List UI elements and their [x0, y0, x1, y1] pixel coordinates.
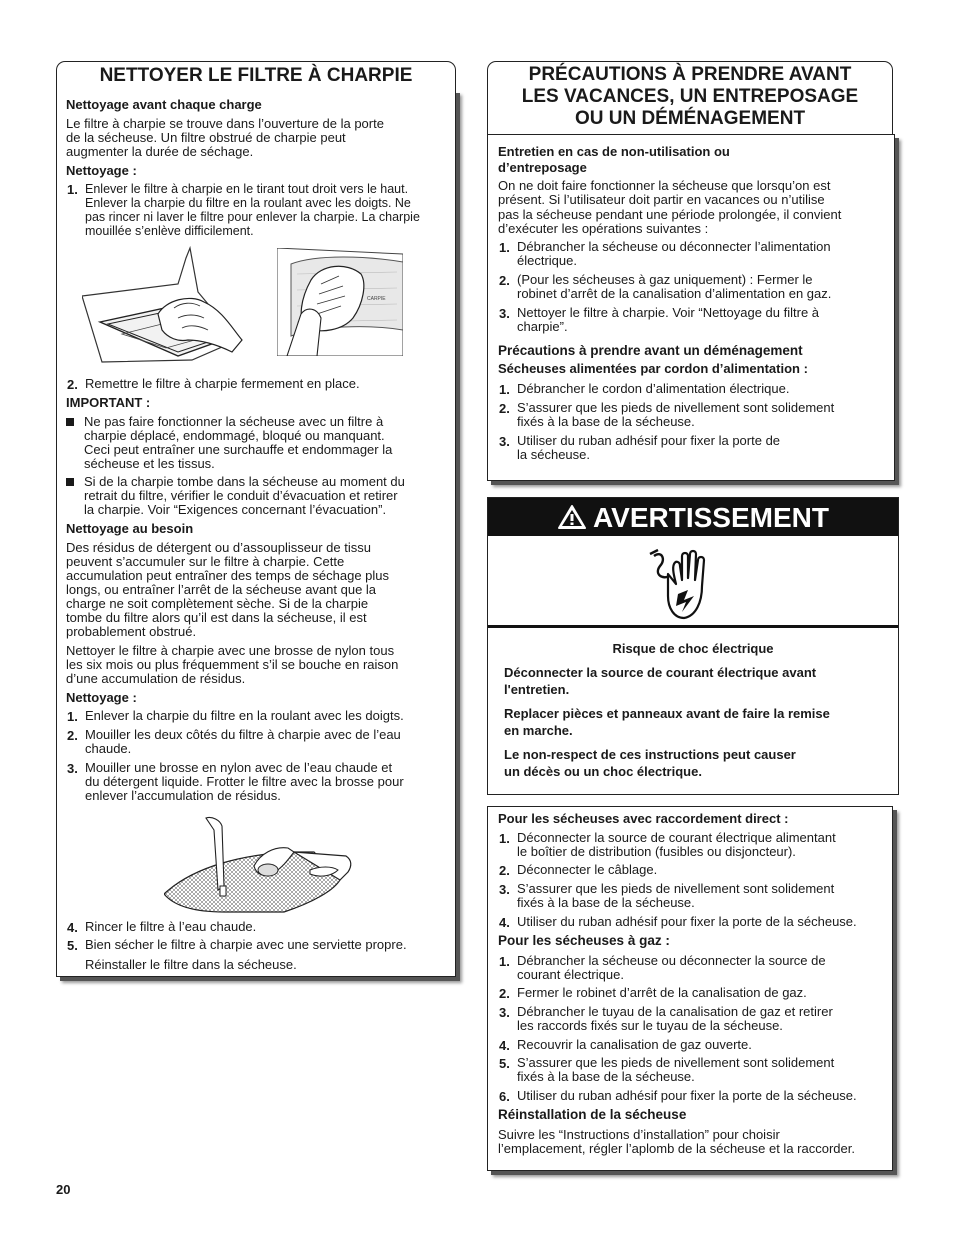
step-text: pas rincer ni laver le filtre pour enlever la charpie. La charpie — [85, 210, 420, 224]
warning-text: l'entretien. — [504, 682, 570, 697]
step-text: Débrancher la sécheuse ou déconnecter la source de — [517, 953, 826, 968]
filter-removal-illustration — [82, 244, 250, 372]
paragraph-line: Suivre les “Instructions d’installation” pour choisir — [498, 1127, 780, 1142]
paragraph-line: tombe du filtre alors qu’il est dans la sécheuse, il est — [66, 610, 367, 625]
warning-text: en marche. — [504, 723, 573, 738]
paragraph-line: probablement obstrué. — [66, 624, 197, 639]
warning-header — [488, 498, 898, 536]
step-number: 3. — [499, 882, 510, 897]
step-number: 1. — [499, 240, 510, 255]
step-text: Remettre le filtre à charpie fermement en place. — [85, 376, 360, 391]
paragraph-line: accumulation peut entraîner des temps de séchage plus — [66, 568, 390, 583]
step-text: (Pour les sécheuses à gaz uniquement) : Fermer le — [517, 272, 813, 287]
paragraph-line: longs, ou entraîner l’arrêt de la sécheuse avant que la — [66, 582, 377, 597]
paragraph-line: Le filtre à charpie se trouve dans l’ouverture de la porte — [66, 116, 384, 131]
warning-box — [487, 497, 899, 795]
bullet-text: charpie déplacé, endommagé, bloqué ou manquant. — [84, 428, 385, 443]
step-number: 6. — [499, 1089, 510, 1104]
step-text: Recouvrir la canalisation de gaz ouverte. — [517, 1037, 752, 1052]
step-number: 1. — [67, 182, 78, 197]
lint-rolling-illustration — [277, 244, 403, 356]
bullet-text: Si de la charpie tombe dans la sécheuse au moment du — [84, 474, 405, 489]
warning-text: Replacer pièces et panneaux avant de faire la remise — [504, 706, 830, 721]
step-text: fixés à la base de la sécheuse. — [517, 895, 695, 910]
step-text: Bien sécher le filtre à charpie avec une serviette propre. — [85, 937, 407, 952]
svg-text:CARPIE: CARPIE — [367, 296, 386, 302]
warning-text: un décès ou un choc électrique. — [504, 764, 702, 779]
step-text: S’assurer que les pieds de nivellement sont solidement — [517, 400, 835, 415]
subheading: Sécheuses alimentées par cordon d’alimentation : — [498, 361, 808, 376]
warning-text: Le non-respect de ces instructions peut causer — [504, 747, 796, 762]
section-heading: Nettoyage avant chaque charge — [66, 97, 262, 112]
section-heading: Pour les sécheuses à gaz : — [498, 933, 670, 948]
step-text: Enlever la charpie du filtre en la roulant avec les doigts. Ne — [85, 196, 411, 210]
step-text: robinet d’arrêt de la canalisation d’alimentation en gaz. — [517, 286, 832, 301]
paragraph-line: les six mois ou plus fréquemment s’il se bouche en raison — [66, 657, 399, 672]
step-text: enlever l’accumulation de résidus. — [85, 788, 281, 803]
step-number: 1. — [67, 709, 78, 724]
section-heading: Entretien en cas de non-utilisation ou — [498, 144, 730, 159]
step-text: chaude. — [85, 741, 132, 756]
precautions-title-line: OU UN DÉMÉNAGEMENT — [574, 108, 806, 129]
bullet-text: la charpie. Voir “Exigences concernant l’évacuation”. — [84, 502, 387, 517]
bullet-text: retrait du filtre, vérifier le conduit d’évacuation et retirer — [84, 488, 398, 503]
paragraph-line: de la sécheuse. Un filtre obstrué de charpie peut — [66, 130, 346, 145]
step-text: courant électrique. — [517, 967, 624, 982]
step-number: 5. — [499, 1056, 510, 1071]
step-number: 4. — [499, 1038, 510, 1053]
step-text: la sécheuse. — [517, 447, 590, 462]
step-text: S’assurer que les pieds de nivellement sont solidement — [517, 1055, 835, 1070]
step-number: 4. — [67, 920, 78, 935]
precautions-title — [487, 61, 893, 134]
step-text: Utiliser du ruban adhésif pour fixer la porte de — [517, 433, 781, 448]
warning-triangle-icon — [557, 504, 587, 530]
subheading: Nettoyage : — [66, 163, 137, 178]
step-number: 3. — [499, 306, 510, 321]
bullet-square — [66, 418, 74, 426]
step-number: 2. — [499, 401, 510, 416]
paragraph-line: On ne doit faire fonctionner la sécheuse que lorsqu’on est — [498, 178, 831, 193]
page-number: 20 — [56, 1182, 71, 1197]
lint-filter-title: NETTOYER LE FILTRE À CHARPIE — [56, 61, 456, 90]
warning-title: AVERTISSEMENT — [593, 502, 829, 533]
paragraph-line: d’une accumulation de résidus. — [66, 671, 246, 686]
step-text: S’assurer que les pieds de nivellement sont solidement — [517, 881, 835, 896]
step-text: charpie”. — [517, 319, 568, 334]
section-heading: Précautions à prendre avant un déménagement — [498, 343, 803, 358]
warning-divider — [488, 625, 898, 628]
bullet-text: sécheuse et les tissus. — [84, 456, 215, 471]
step-text: Utiliser du ruban adhésif pour fixer la porte de la sécheuse. — [517, 914, 857, 929]
section-heading: Nettoyage au besoin — [66, 521, 194, 536]
paragraph-line: d’exécuter les opérations suivantes : — [498, 221, 709, 236]
step-text: Rincer le filtre à l’eau chaude. — [85, 919, 257, 934]
step-number: 4. — [499, 915, 510, 930]
warning-risk: Risque de choc électrique — [612, 641, 774, 656]
step-text: Réinstaller le filtre dans la sécheuse. — [85, 957, 297, 972]
bullet-text: Ne pas faire fonctionner la sécheuse avec un filtre à — [84, 414, 384, 429]
step-text: le boîtier de distribution (fusibles ou disjoncteur). — [517, 844, 796, 859]
important-label: IMPORTANT : — [66, 395, 151, 410]
paragraph-line: l’emplacement, régler l’aplomb de la sécheuse et la raccorder. — [498, 1141, 855, 1156]
section-heading: Pour les sécheuses avec raccordement direct : — [498, 811, 789, 826]
subheading: Nettoyage : — [66, 690, 137, 705]
step-number: 3. — [67, 761, 78, 776]
bullet-text: Ceci peut entraîner une surchauffe et endommager la — [84, 442, 393, 457]
paragraph-line: peuvent s’accumuler sur le filtre à charpie. Cette — [66, 554, 345, 569]
paragraph-line: augmenter la durée de séchage. — [66, 144, 254, 159]
paragraph-line: présent. Si l’utilisateur doit partir en vacances ou n’utilise — [498, 192, 825, 207]
step-text: Mouiller une brosse en nylon avec de l’eau chaude et — [85, 760, 393, 775]
step-number: 2. — [67, 728, 78, 743]
step-text: les raccords fixés sur le tuyau de la sécheuse. — [517, 1018, 783, 1033]
electric-shock-hand-icon — [648, 546, 720, 622]
warning-text: Déconnecter la source de courant électrique avant — [504, 665, 817, 680]
filter-brushing-illustration — [164, 816, 354, 916]
paragraph-line: Nettoyer le filtre à charpie avec une brosse de nylon tous — [66, 643, 395, 658]
step-number: 1. — [499, 382, 510, 397]
step-text: Enlever le filtre à charpie en le tirant tout droit vers le haut. — [85, 182, 409, 196]
step-text: fixés à la base de la sécheuse. — [517, 1069, 695, 1084]
step-text: mouillée s’enlève difficilement. — [85, 224, 254, 238]
step-number: 1. — [499, 954, 510, 969]
precautions-title-line: PRÉCAUTIONS À PRENDRE AVANT — [528, 64, 852, 85]
step-number: 3. — [499, 434, 510, 449]
section-heading: Réinstallation de la sécheuse — [498, 1107, 687, 1122]
step-text: Utiliser du ruban adhésif pour fixer la porte de la sécheuse. — [517, 1088, 857, 1103]
step-text: Mouiller les deux côtés du filtre à charpie avec de l’eau — [85, 727, 401, 742]
section-heading: d’entreposage — [498, 160, 587, 175]
step-text: Déconnecter la source de courant électrique alimentant — [517, 830, 836, 845]
step-text: électrique. — [517, 253, 577, 268]
paragraph-line: charge ne soit complètement sèche. Si de la charpie — [66, 596, 369, 611]
step-number: 3. — [499, 1005, 510, 1020]
step-text: Déconnecter le câblage. — [517, 862, 658, 877]
step-text: Fermer le robinet d’arrêt de la canalisation de gaz. — [517, 985, 807, 1000]
bullet-square — [66, 478, 74, 486]
step-number: 5. — [67, 938, 78, 953]
step-text: du détergent liquide. Frotter le filtre avec la brosse pour — [85, 774, 404, 789]
step-text: Nettoyer le filtre à charpie. Voir “Nettoyage du filtre à — [517, 305, 820, 320]
step-number: 2. — [499, 863, 510, 878]
step-text: fixés à la base de la sécheuse. — [517, 414, 695, 429]
paragraph-line: Des résidus de détergent ou d’assouplisseur de tissu — [66, 540, 371, 555]
step-number: 2. — [67, 377, 78, 392]
step-number: 2. — [499, 986, 510, 1001]
precautions-title-line: LES VACANCES, UN ENTREPOSAGE — [521, 86, 859, 107]
step-text: Débrancher le tuyau de la canalisation de gaz et retirer — [517, 1004, 833, 1019]
step-number: 2. — [499, 273, 510, 288]
step-text: Débrancher le cordon d’alimentation électrique. — [517, 381, 790, 396]
paragraph-line: pas la sécheuse pendant une période prolongée, il convient — [498, 207, 842, 222]
step-number: 1. — [499, 831, 510, 846]
step-text: Débrancher la sécheuse ou déconnecter l’alimentation — [517, 239, 831, 254]
step-text: Enlever la charpie du filtre en la roulant avec les doigts. — [85, 708, 404, 723]
